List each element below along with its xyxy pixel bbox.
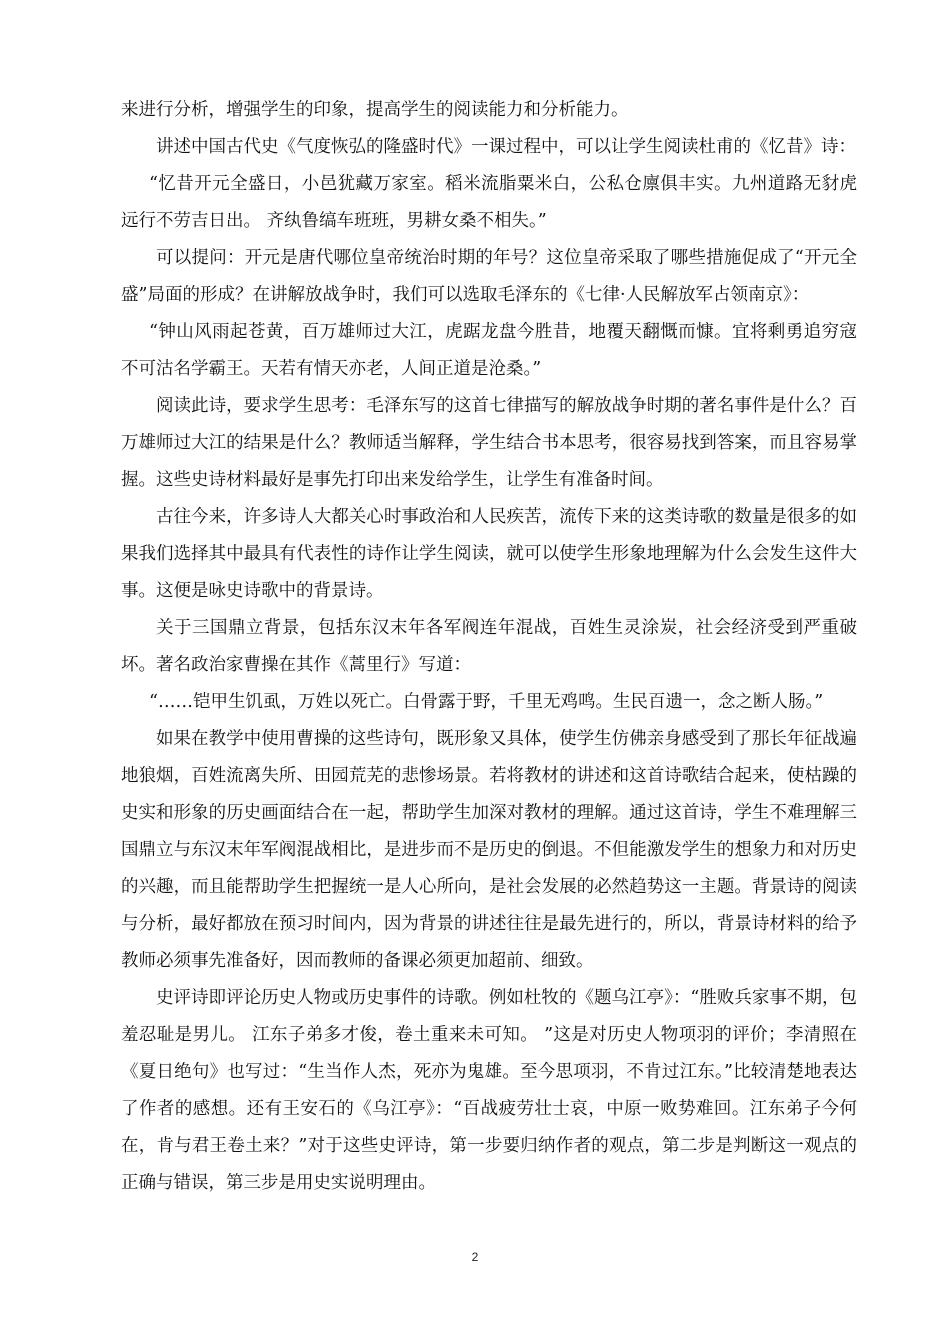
paragraph-kaiyuan-question: 可以提问：开元是唐代哪位皇帝统治时期的年号？这位皇帝采取了哪些措施促成了“开元全盛”局面的形成？在讲解放战争时，我们可以选取毛泽东的《七律·人民解放军占领南京》： xyxy=(121,248,857,305)
poem-qi-lv-nanjing: “钟山风雨起苍黄，百万雄师过大江，虎踞龙盘今胜昔，地覆天翻慨而慷。宜将剩勇追穷寇不可沽名学霸王。天若有情天亦老，人间正道是沧桑。” xyxy=(121,322,857,379)
document-body xyxy=(121,92,857,1202)
paragraph-three-kingdoms: 关于三国鼎立背景，包括东汉末年各军阀连年混战，百姓生灵涂炭，社会经济受到严重破坏。著名政治家曹操在其作《蒿里行》写道： xyxy=(121,618,857,675)
page-number: 2 xyxy=(471,1250,479,1264)
paragraph-intro-continuation: 来进行分析，增强学生的印象，提高学生的阅读能力和分析能力。 xyxy=(121,100,629,120)
paragraph-background-poems: 古往今来，许多诗人大都关心时事政治和人民疾苦，流传下来的这类诗歌的数量是很多的如果我们选择其中最具有代表性的诗作让学生阅读，就可以使学生形象地理解为什么会发生这件大事。这便是咏史诗歌中的背景诗。 xyxy=(121,507,857,601)
paragraph-historical-commentary-poems: 史评诗即评论历史人物或历史事件的诗歌。例如杜牧的《题乌江亭》：“胜败兵家事不期，包羞忍耻是男儿。 江东子弟多才俊，卷土重来未可知。 ”这是对历史人物项羽的评价；李清照在《夏日绝句》也写过：“生当作人杰，死亦为鬼雄。至今思项羽，不肯过江东。”比较清楚地表达了作者的感想。还有王安石的《乌江亭》：“百战疲劳壮士哀，中原一败势难回。江东弟子今何在，肯与君王卷土来？”对于这些史评诗，第一步要归纳作者的观点，第二步是判断这一观点的正确与错误，第三步是用史实说明理由。 xyxy=(121,988,857,1193)
paragraph-du-fu-intro: 讲述中国古代史《气度恢弘的隆盛时代》一课过程中，可以让学生阅读杜甫的《忆昔》诗： xyxy=(156,137,856,157)
paragraph-mao-poem-discussion: 阅读此诗，要求学生思考：毛泽东写的这首七律描写的解放战争时期的著名事件是什么？百万雄师过大江的结果是什么？教师适当解释，学生结合书本思考，很容易找到答案，而且容易掌握。这些史诗材料最好是事先打印出来发给学生，让学生有准备时间。 xyxy=(121,396,857,490)
poem-hao-li-xing: “……铠甲生饥虱，万姓以死亡。白骨露于野，千里无鸡鸣。生民百遗一，念之断人肠。” xyxy=(149,692,824,712)
poem-yi-xi: “忆昔开元全盛日，小邑犹藏万家室。稻米流脂粟米白，公私仓廪俱丰实。九州道路无豺虎远行不劳吉日出。 齐纨鲁缟车班班，男耕女桑不相失。” xyxy=(121,174,857,231)
paragraph-cao-cao-analysis: 如果在教学中使用曹操的这些诗句，既形象又具体，使学生仿佛亲身感受到了那长年征战遍地狼烟，百姓流离失所、田园荒芜的悲惨场景。若将教材的讲述和这首诗歌结合起来，使枯躁的史实和形象的历史画面结合在一起，帮助学生加深对教材的理解。通过这首诗，学生不难理解三国鼎立与东汉末年军阀混战相比，是进步而不是历史的倒退。不但能激发学生的想象力和对历史的兴趣，而且能帮助学生把握统一是人心所向，是社会发展的必然趋势这一主题。背景诗的阅读与分析，最好都放在预习时间内，因为背景的讲述往往是最先进行的，所以，背景诗材料的给予教师必须事先准备好，因而教师的备课必须更加超前、细致。 xyxy=(121,729,857,971)
